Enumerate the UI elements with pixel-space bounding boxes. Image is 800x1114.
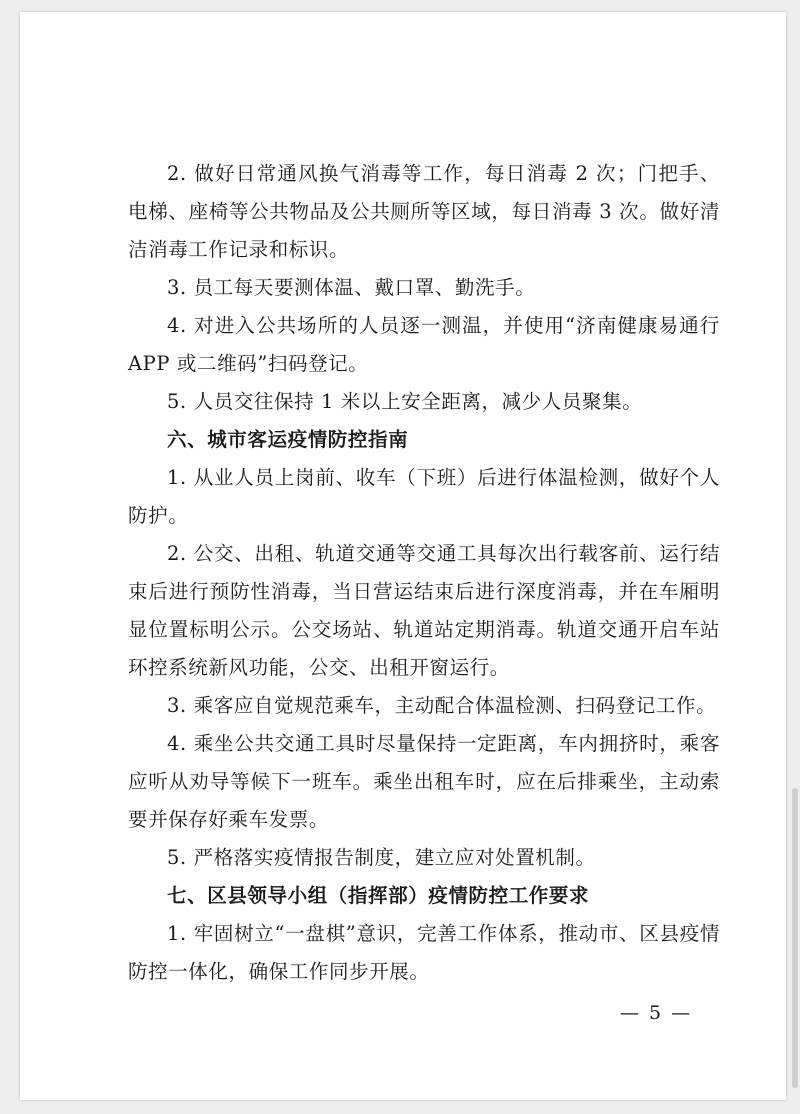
scrollbar-thumb[interactable] xyxy=(792,788,798,1088)
document-page xyxy=(20,12,786,1100)
section7-paragraph-1: 1. 牢固树立“一盘棋”意识，完善工作体系，推动市、区县疫情防控一体化，确保工作同步开展。 xyxy=(128,922,720,983)
section6-paragraph-2: 2. 公交、出租、轨道交通等交通工具每次出行载客前、运行结束后进行预防性消毒，当日营运结束后进行深度消毒，并在车厢明显位置标明公示。公交场站、轨道站定期消毒。轨道交通开启车站环控系统新风功能，公交、出租开窗运行。 xyxy=(128,542,720,679)
section6-paragraph-1: 1. 从业人员上岗前、收车（下班）后进行体温检测，做好个人防护。 xyxy=(128,466,720,527)
paragraph-2-ventilation: 2. 做好日常通风换气消毒等工作，每日消毒 2 次；门把手、电梯、座椅等公共物品及公共厕所等区域，每日消毒 3 次。做好清洁消毒工作记录和标识。 xyxy=(128,162,720,261)
document-body xyxy=(128,155,720,991)
section-heading-6: 六、城市客运疫情防控指南 xyxy=(167,428,409,451)
section6-paragraph-3: 3. 乘客应自觉规范乘车，主动配合体温检测、扫码登记工作。 xyxy=(167,694,717,717)
page-number: — 5 — xyxy=(620,1002,693,1024)
paragraph-3-staff-health: 3. 员工每天要测体温、戴口罩、勤洗手。 xyxy=(167,276,536,299)
section-heading-7: 七、区县领导小组（指挥部）疫情防控工作要求 xyxy=(167,884,590,907)
paragraph-4-temperature-check: 4. 对进入公共场所的人员逐一测温，并使用“济南健康易通行 APP 或二维码”扫码登记。 xyxy=(128,314,720,375)
section6-paragraph-4: 4. 乘坐公共交通工具时尽量保持一定距离，车内拥挤时，乘客应听从劝导等候下一班车。乘坐出租车时，应在后排乘坐，主动索要并保存好乘车发票。 xyxy=(128,732,720,831)
section6-paragraph-5: 5. 严格落实疫情报告制度，建立应对处置机制。 xyxy=(167,846,596,869)
vertical-scrollbar[interactable] xyxy=(792,12,798,1100)
paragraph-5-distance: 5. 人员交往保持 1 米以上安全距离，减少人员聚集。 xyxy=(167,390,643,413)
